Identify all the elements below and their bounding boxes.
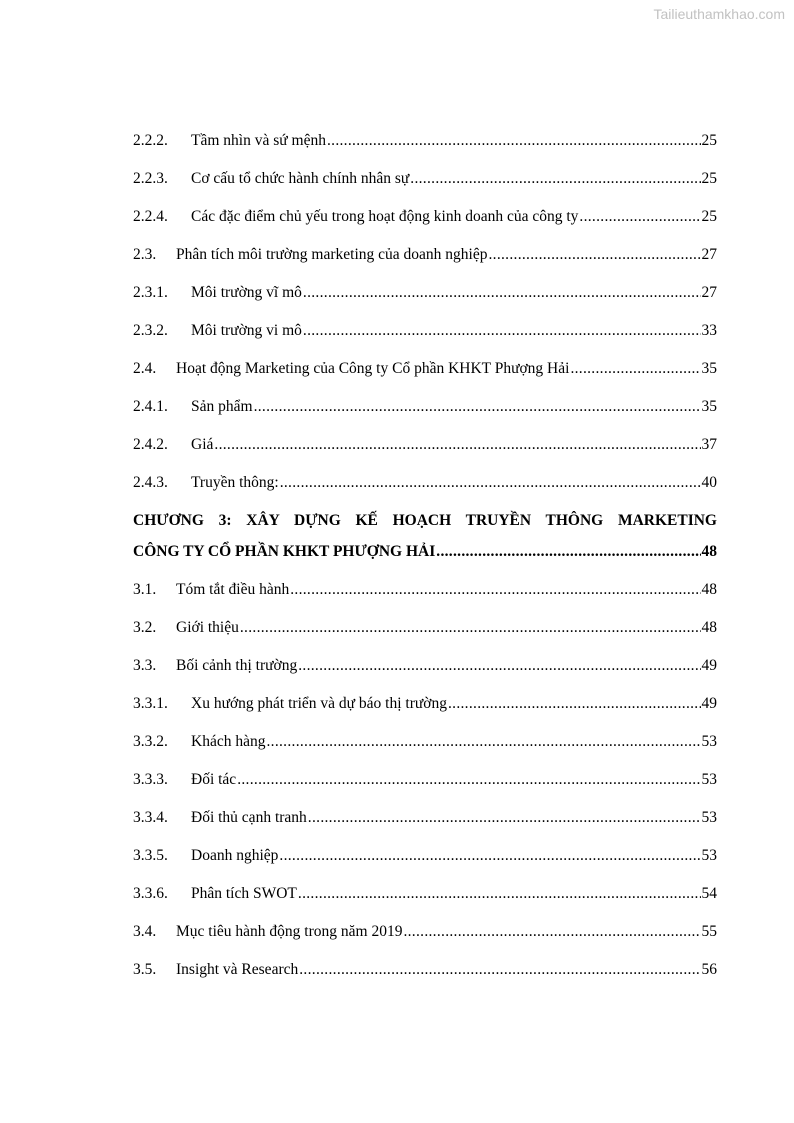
- toc-leader-dots: [403, 922, 700, 941]
- toc-entry[interactable]: [133, 808, 717, 827]
- toc-leader-dots: [290, 580, 700, 599]
- toc-entry-page: 49: [701, 657, 717, 674]
- toc-entry-title: Phân tích môi trường marketing của doanh nghiệp: [176, 246, 488, 263]
- toc-entry-number: 3.5.: [133, 961, 157, 978]
- toc-entry-title: Sản phẩm: [191, 398, 253, 415]
- toc-entry[interactable]: [133, 846, 717, 865]
- toc-entry-page: 25: [701, 170, 717, 187]
- toc-leader-dots: [303, 321, 701, 340]
- toc-entry-page: 53: [701, 809, 717, 826]
- toc-entry-page: 56: [701, 961, 717, 978]
- toc-entry-number: 2.4.2.: [133, 436, 168, 453]
- toc-entry[interactable]: [133, 770, 717, 789]
- toc-entry[interactable]: [133, 245, 717, 264]
- toc-chapter-heading[interactable]: [133, 511, 717, 561]
- toc-leader-dots: [298, 884, 701, 903]
- toc-entry-page: 35: [701, 398, 717, 415]
- toc-entry-page: 37: [701, 436, 717, 453]
- toc-leader-dots: [280, 473, 701, 492]
- toc-entry-number: 3.2.: [133, 619, 157, 636]
- toc-leader-dots: [237, 770, 700, 789]
- toc-leader-dots: [299, 960, 700, 979]
- toc-entry-title: Giá: [191, 436, 214, 453]
- toc-entry-page: 49: [701, 695, 717, 712]
- toc-entry-title: Insight và Research: [176, 961, 299, 978]
- chapter-page-number: 48: [701, 543, 717, 560]
- toc-leader-dots: [303, 283, 701, 302]
- toc-leader-dots: [579, 207, 700, 226]
- toc-leader-dots: [214, 435, 700, 454]
- toc-entry[interactable]: [133, 694, 717, 713]
- toc-entry-page: 25: [701, 132, 717, 149]
- toc-entry-number: 2.3.2.: [133, 322, 168, 339]
- toc-entry-page: 33: [701, 322, 717, 339]
- toc-entry-number: 2.2.4.: [133, 208, 168, 225]
- toc-entry-title: Môi trường vĩ mô: [191, 284, 302, 301]
- chapter-title-line-2-row: [133, 542, 717, 561]
- toc-entry-number: 3.3.2.: [133, 733, 168, 750]
- toc-entry[interactable]: [133, 922, 717, 941]
- toc-entry-number: 2.3.: [133, 246, 157, 263]
- toc-entry-number: 3.3.3.: [133, 771, 168, 788]
- toc-entry[interactable]: [133, 321, 717, 340]
- toc-entry[interactable]: [133, 884, 717, 903]
- toc-entry-number: 3.3.5.: [133, 847, 168, 864]
- table-of-contents: [133, 131, 717, 998]
- toc-entry-title: Tầm nhìn và sứ mệnh: [191, 132, 326, 149]
- toc-entry-number: 2.4.: [133, 360, 157, 377]
- toc-entry-page: 48: [701, 619, 717, 636]
- toc-entry-title: Phân tích SWOT: [191, 885, 297, 902]
- toc-entry-number: 3.1.: [133, 581, 157, 598]
- toc-entry-title: Đối tác: [191, 771, 237, 788]
- toc-entry-page: 35: [701, 360, 717, 377]
- toc-entry-title: Môi trường vi mô: [191, 322, 302, 339]
- toc-section-chapter-2: [133, 131, 717, 492]
- toc-leader-dots: [240, 618, 701, 637]
- toc-entry-title: Truyền thông:: [191, 474, 279, 491]
- toc-entry-title: Các đặc điểm chủ yếu trong hoạt động kinh doanh của công ty: [191, 208, 579, 225]
- toc-leader-dots: [279, 846, 700, 865]
- toc-entry-title: Đối thủ cạnh tranh: [191, 809, 307, 826]
- toc-entry-page: 25: [701, 208, 717, 225]
- toc-entry-page: 27: [701, 284, 717, 301]
- toc-leader-dots: [570, 359, 700, 378]
- toc-entry[interactable]: [133, 732, 717, 751]
- toc-entry[interactable]: [133, 283, 717, 302]
- toc-entry-title: Doanh nghiệp: [191, 847, 279, 864]
- toc-entry-page: 53: [701, 847, 717, 864]
- toc-entry[interactable]: [133, 131, 717, 150]
- toc-entry-page: 53: [701, 733, 717, 750]
- toc-entry[interactable]: [133, 656, 717, 675]
- toc-entry-page: 55: [701, 923, 717, 940]
- toc-entry[interactable]: [133, 580, 717, 599]
- toc-entry-page: 54: [701, 885, 717, 902]
- toc-entry-number: 2.4.1.: [133, 398, 168, 415]
- toc-entry-title: Xu hướng phát triển và dự báo thị trường: [191, 695, 447, 712]
- toc-entry-title: Tóm tắt điều hành: [176, 581, 290, 598]
- toc-entry[interactable]: [133, 359, 717, 378]
- toc-entry[interactable]: [133, 473, 717, 492]
- toc-entry[interactable]: [133, 960, 717, 979]
- chapter-title-line-2: CÔNG TY CỔ PHẦN KHKT PHƯỢNG HẢI: [133, 543, 436, 560]
- toc-entry-title: Cơ cấu tổ chức hành chính nhân sự: [191, 170, 410, 187]
- toc-entry-title: Giới thiệu: [176, 619, 239, 636]
- toc-entry-title: Hoạt động Marketing của Công ty Cổ phần KHKT Phượng Hải: [176, 360, 570, 377]
- toc-entry-number: 2.4.3.: [133, 474, 168, 491]
- toc-entry[interactable]: [133, 618, 717, 637]
- toc-entry-title: Bối cảnh thị trường: [176, 657, 298, 674]
- watermark-text: Tailieuthamkhao.com: [653, 6, 785, 22]
- toc-entry-number: 3.3.6.: [133, 885, 168, 902]
- toc-section-chapter-3: [133, 580, 717, 979]
- toc-entry-title: Khách hàng: [191, 733, 266, 750]
- toc-entry-number: 3.3.: [133, 657, 157, 674]
- toc-entry-number: 3.3.4.: [133, 809, 168, 826]
- toc-entry-number: 2.3.1.: [133, 284, 168, 301]
- toc-entry[interactable]: [133, 397, 717, 416]
- toc-leader-dots: [298, 656, 700, 675]
- toc-entry-number: 3.4.: [133, 923, 157, 940]
- toc-entry-page: 53: [701, 771, 717, 788]
- toc-entry[interactable]: [133, 207, 717, 226]
- toc-entry-number: 3.3.1.: [133, 695, 168, 712]
- toc-leader-dots: [436, 542, 700, 561]
- toc-entry-number: 2.2.2.: [133, 132, 168, 149]
- toc-leader-dots: [254, 397, 701, 416]
- toc-leader-dots: [488, 245, 700, 264]
- chapter-title-line-1: CHƯƠNG 3: XÂY DỰNG KẾ HOẠCH TRUYỀN THÔNG MARKETING: [133, 512, 717, 529]
- toc-entry-number: 2.2.3.: [133, 170, 168, 187]
- toc-entry-page: 48: [701, 581, 717, 598]
- toc-leader-dots: [266, 732, 700, 751]
- toc-leader-dots: [448, 694, 701, 713]
- toc-entry-page: 40: [701, 474, 717, 491]
- toc-entry-page: 27: [701, 246, 717, 263]
- toc-leader-dots: [327, 131, 701, 150]
- toc-leader-dots: [308, 808, 701, 827]
- toc-entry[interactable]: [133, 435, 717, 454]
- toc-entry[interactable]: [133, 169, 717, 188]
- toc-entry-title: Mục tiêu hành động trong năm 2019: [176, 923, 403, 940]
- toc-leader-dots: [410, 169, 700, 188]
